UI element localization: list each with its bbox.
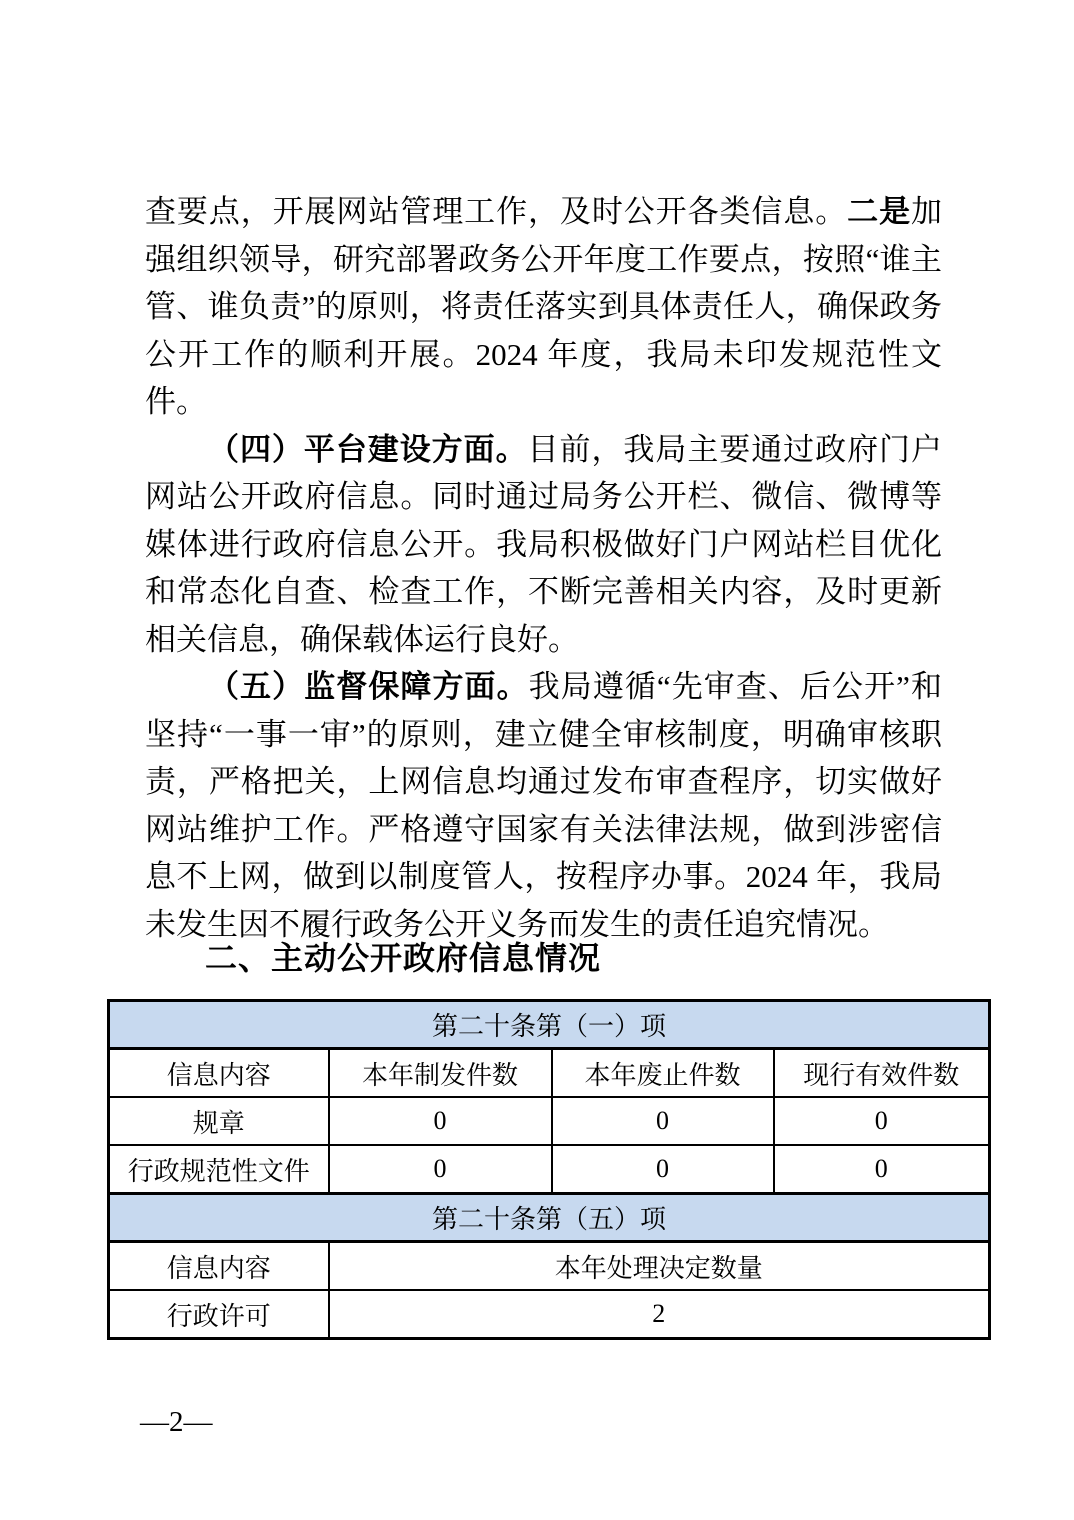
body-text — [145, 188, 942, 948]
column-header-decisions-count: 本年处理决定数量 — [329, 1242, 990, 1291]
table-section-title: 第二十条第（一）项 — [109, 1001, 990, 1049]
cell-value: 0 — [329, 1145, 552, 1194]
cell-value: 2 — [329, 1290, 990, 1339]
page-number: —2— — [140, 1406, 213, 1438]
table-row-normative-documents — [109, 1145, 990, 1194]
table-header-row-2 — [109, 1242, 990, 1291]
cell-value: 0 — [774, 1145, 990, 1194]
paragraph-3-bold-lead: （五）监督保障方面。 — [208, 669, 529, 704]
table-section-title: 第二十条第（五）项 — [109, 1194, 990, 1242]
section-heading: 二、主动公开政府信息情况 — [205, 940, 602, 976]
row-label: 规章 — [109, 1097, 329, 1145]
paragraph-continuation — [145, 188, 942, 426]
disclosure-info-table — [107, 999, 991, 1340]
table-section-band-article20-item1 — [109, 1001, 990, 1049]
cell-value: 0 — [329, 1097, 552, 1145]
paragraph-1-text-a: 查要点，开展网站管理工作，及时公开各类信息。 — [145, 194, 848, 229]
paragraph-2-bold-lead: （四）平台建设方面。 — [208, 431, 528, 467]
table-row-administrative-licensing — [109, 1290, 990, 1339]
paragraph-platform-construction — [145, 426, 942, 664]
paragraph-supervision-guarantee — [145, 663, 942, 948]
column-header-issued-count: 本年制发件数 — [329, 1049, 552, 1098]
cell-value: 0 — [552, 1145, 774, 1194]
column-header-abolished-count: 本年废止件数 — [552, 1049, 774, 1098]
row-label: 行政许可 — [109, 1290, 329, 1339]
table-row-regulations — [109, 1097, 990, 1145]
column-header-info-content: 信息内容 — [109, 1049, 329, 1098]
table-header-row — [109, 1049, 990, 1098]
cell-value: 0 — [552, 1097, 774, 1145]
cell-value: 0 — [774, 1097, 990, 1145]
paragraph-2-text: 目前，我局主要通过政府门户网站公开政府信息。同时通过局务公开栏、微信、微博等媒体进行政府信息公开。我局积极做好门户网站栏目优化和常态化自查、检查工作，不断完善相关内容，及时更新相关信息，确保载体运行良好。 — [145, 431, 943, 657]
column-header-effective-count: 现行有效件数 — [774, 1049, 990, 1098]
column-header-info-content: 信息内容 — [109, 1242, 329, 1291]
paragraph-1-text-b: 加强组织领导，研究部署政务公开年度工作要点，按照“谁主管、谁负责”的原则，将责任落实到具体责任人，确保政务公开工作的顺利开展。2024 年度，我局未印发规范性文件。 — [145, 194, 943, 419]
row-label: 行政规范性文件 — [109, 1145, 329, 1194]
table-section-band-article20-item5 — [109, 1194, 990, 1242]
paragraph-1-bold-lead: 二是 — [847, 194, 912, 229]
paragraph-3-text: 我局遵循“先审查、后公开”和坚持“一事一审”的原则，建立健全审核制度，明确审核职责，严格把关，上网信息均通过发布审查程序，切实做好网站维护工作。严格遵守国家有关法律法规，做到涉密信息不上网，做到以制度管人，按程序办事。2024 年，我局未发生因不履行政务公开义务而发生的责任追究情况。 — [145, 669, 942, 942]
